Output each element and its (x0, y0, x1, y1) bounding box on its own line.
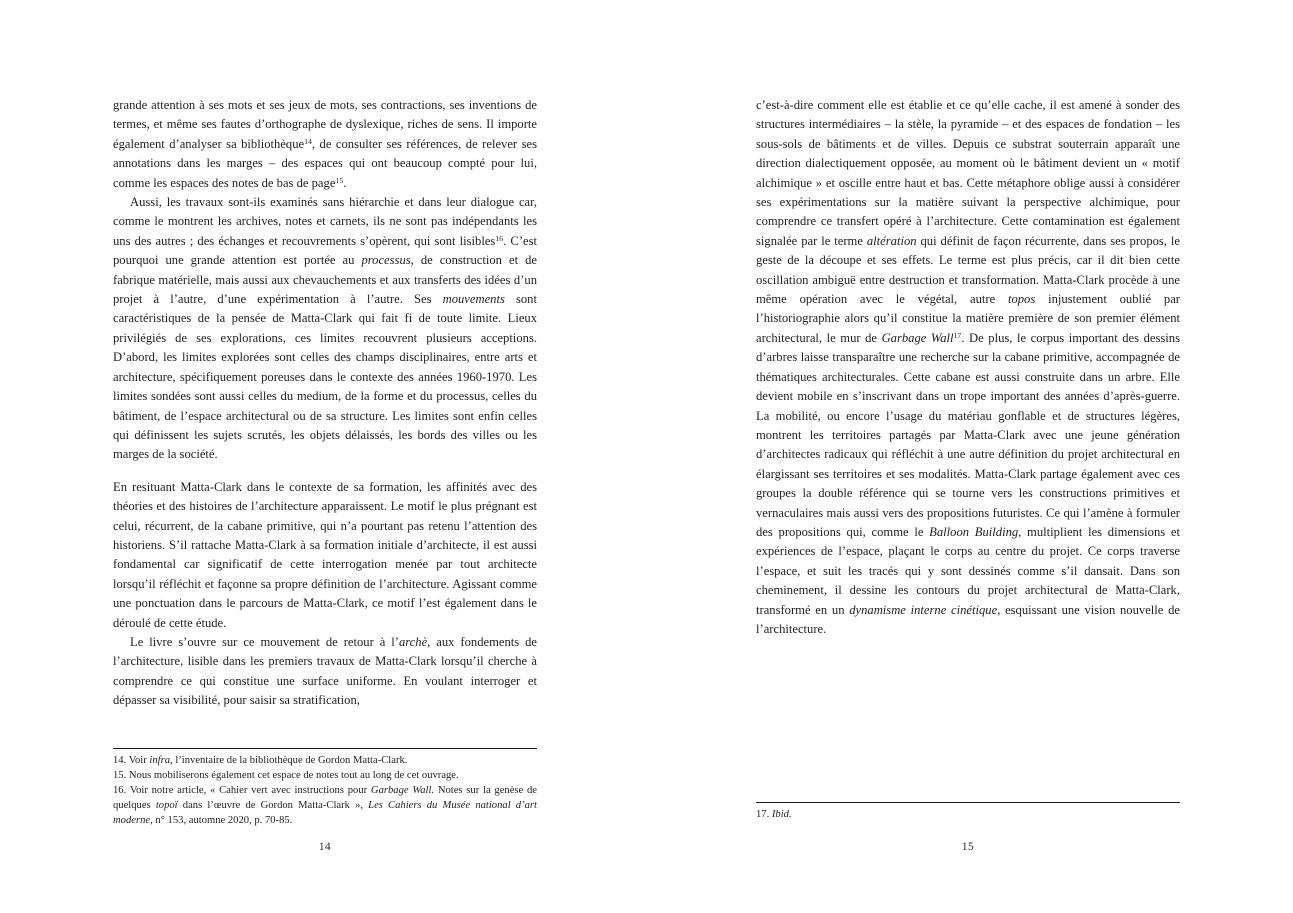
paragraph: Le livre s’ouvre sur ce mouvement de retour à l’archè, aux fondements de l’architecture, lisible dans les premiers travaux de Matta-Clark lorsqu’il cherche à comprendre ce qui constitue une surface uniforme. En voulant interroger et dépasser sa visibilité, pour saisir sa stratification, (113, 634, 537, 708)
page-number: 14 (318, 841, 332, 853)
footnote: 15. Nous mobiliserons également cet espace de notes tout au long de cet ouvrage. (113, 769, 459, 781)
right-page-footnotes (756, 802, 1180, 823)
right-page-text-column (756, 96, 1180, 639)
paragraph: grande attention à ses mots et ses jeux de mots, ses contractions, ses inventions de termes, et même ses fautes d’orthographe de dyslexique, riches de sens. Il importe également d’analyser sa bibliothèque$^{14}$, de consulter ses références, de relever ses annotations dans les marges – des espaces qui ont beaucoup compté pour lui, comme les espaces des notes de bas de page$^{15}$. (113, 98, 537, 190)
left-page-text-column (113, 96, 537, 711)
footnote: 17. Ibid. (756, 809, 792, 820)
paragraph: Aussi, les travaux sont-ils examinés sans hiérarchie et dans leur dialogue car, comme le montrent les archives, notes et carnets, ils ne sont pas indépendants les uns des autres ; des échanges et recouvrements s’opèrent, qui sont lisibles$^{16}$. C’est pourquoi une grande attention est portée au processus, de construction et de fabrique matérielle, mais aussi aux chevauchements et aux transferts des idées d’un projet à l’autre, d’une expérimentation à l’autre. Ses mouvements sont caractéristiques de la pensée de Matta-Clark qui fait fi de toute limite. Lieux privilégiés de ses explorations, ces limites recouvrent plusieurs acceptions. D’abord, les limites explorées sont celles des champs disciplinaires, entre arts et architecture, spécifiquement poreuses dans le contexte des années 1960-1970. Les limites sondées sont aussi celles du medium, de la forme et du processus, celles du bâtiment, de l’espace architectural ou de sa structure. Les limites sont enfin celles qui définissent les sujets scrutés, les objets délaissés, les bords des villes ou les marges de la société. (113, 195, 537, 462)
footnote: 14. Voir infra, l’inventaire de la bibliothèque de Gordon Matta-Clark. (113, 755, 408, 766)
paragraph: En resituant Matta-Clark dans le contexte de sa formation, les affinités avec des théories et des histoires de l’architecture apparaissent. Le motif le plus prégnant est celui, récurrent, de la cabane primitive, qui n’a pourtant pas retenu l’attention des historiens. S’il rattache Matta-Clark à sa formation initiale d’architecte, il est aussi fondamental car significatif de cette interrogation menée par tout architecte lorsqu’il réfléchit et façonne sa propre définition de l’architecture. Agissant comme une ponctuation dans le parcours de Matta-Clark, ce motif l’est également dans le déroulé de cette étude. (113, 479, 537, 630)
footnote: 16. Voir notre article, « Cahier vert avec instructions pour Garbage Wall. Notes sur la genèse de quelques topoï dans l’œuvre de Gordon Matta-Clark », Les Cahiers du Musée national d’art moderne, n° 153, automne 2020, p. 70-85. (113, 784, 538, 826)
footnote-separator (113, 748, 537, 749)
paragraph: c’est-à-dire comment elle est établie et ce qu’elle cache, il est amené à sonder des structures intermédiaires – la stèle, la pyramide – et des espaces de fondation – les sous-sols de bâtiments et de villes. Depuis ce substrat souterrain apparaît une direction dialectiquement opposée, au moment où le bâtiment devient un « motif alchimique » et oscille entre haut et bas. Cette métaphore oblige aussi à considérer ses expérimentations sur la matière suivant la perspective alchimique, pour comprendre ce transfert opéré à l’architecture. Cette contamination est également signalée par le terme altération qui définit de façon récurrente, dans ses propos, le geste de la découpe et ses effets. Le terme est plus précis, car il dit bien cette oscillation ambiguë entre destruction et transformation. Matta-Clark procède à une même opération avec le végétal, autre topos injustement oublié par l’historiographie alors qu’il constitue la matière première de son premier élément architectural, le mur de Garbage Wall$^{17}$. De plus, le corpus important des dessins d’arbres laisse transparaître une recherche sur la cabane primitive, accompagnée de thématiques architecturales. Cette cabane est aussi construite dans un arbre. Elle devient mobile en s’inscrivant dans un trope important des années d’après-guerre. La mobilité, ou encore l’usage du matériau gonflable et de structures légères, montrent les territoires partagés par Matta-Clark avec une jeune génération d’architectes radicaux qui réfléchit à une autre définition du projet architectural en élargissant ses territoires et ses modalités. Matta-Clark partage également avec ces groupes la double référence qui se tourne vers les constructions primitives et vernaculaires mais aussi vers des propositions futuristes. Ce qui l’amène à formuler des propositions qui, comme le Balloon Building, multiplient les dimensions et expériences de l’espace, plaçant le corps au centre du projet. Ce corps traverse l’espace, et suit les tracés qui y sont dessinés comme s’il dansait. Dans son cheminement, il dessine les contours du projet architectural de Matta-Clark, transformé en un dynamisme interne cinétique, esquissant une vision nouvelle de l’architecture. (756, 98, 1181, 636)
page-number: 15 (961, 841, 975, 853)
left-page-footnotes (113, 748, 537, 829)
footnote-separator (756, 802, 1180, 803)
